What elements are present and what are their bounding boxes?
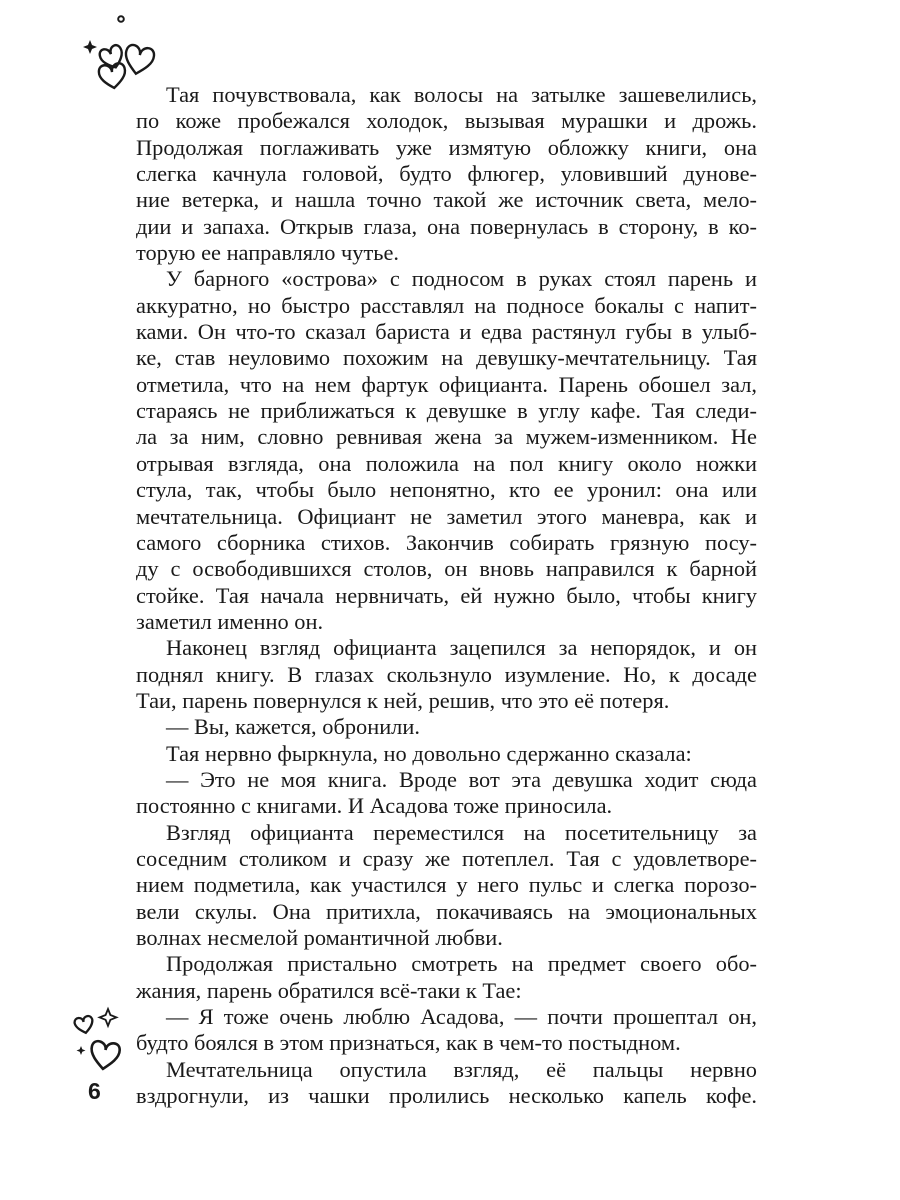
text-line: ду с освободившихся столов, он вновь направился к барной bbox=[136, 556, 757, 582]
text-line: слегка качнула головой, будто флюгер, уловивший дунове- bbox=[136, 161, 757, 187]
hearts-doodle-icon bbox=[80, 12, 164, 92]
text-line: стула, так, чтобы было непонятно, кто ее уронил: она или bbox=[136, 477, 757, 503]
text-line: отрывая взгляда, она положила на пол книгу около ножки bbox=[136, 450, 757, 476]
text-line: Таи, парень повернулся к ней, решив, что это её потеря. bbox=[136, 687, 670, 713]
text-line: нием подметила, как участился у него пульс и слегка порозо- bbox=[136, 872, 757, 898]
text-line: отметила, что на нем фартук официанта. Парень обошел зал, bbox=[136, 371, 757, 397]
text-line: по коже пробежался холодок, вызывая мурашки и дрожь. bbox=[136, 108, 757, 134]
text-line: ла за ним, словно ревнивая жена за мужем-изменником. Не bbox=[136, 424, 757, 450]
text-line: Взгляд официанта переместился на посетительницу за bbox=[166, 819, 757, 845]
text-line: дии и запаха. Открыв глаза, она повернулась в сторону, в ко- bbox=[136, 213, 757, 239]
text-line: мечтательница. Официант не заметил этого маневра, как и bbox=[136, 503, 757, 529]
text-line: волнах несмелой романтичной любви. bbox=[136, 925, 503, 950]
text-line: аккуратно, но быстро расставлял на подносе бокалы с напит- bbox=[136, 292, 757, 318]
text-line: самого сборника стихов. Закончив собирать грязную посу- bbox=[136, 529, 757, 555]
text-line: ками. Он что-то сказал бариста и едва растянул губы в улыб- bbox=[136, 319, 757, 345]
text-line: — Я тоже очень люблю Асадова, — почти прошептал он, bbox=[166, 1004, 757, 1030]
text-line: Наконец взгляд официанта зацепился за непорядок, и он bbox=[166, 635, 757, 661]
text-line: стараясь не приближаться к девушке в углу кафе. Тая следи- bbox=[136, 398, 757, 424]
text-line: стойке. Тая начала нервничать, ей нужно было, чтобы книгу bbox=[136, 582, 757, 608]
text-line: Продолжая пристально смотреть на предмет своего обо- bbox=[166, 951, 757, 977]
text-line: Продолжая поглаживать уже измятую обложку книги, она bbox=[136, 134, 757, 160]
text-line: поднял книгу. В глазах скользнуло изумление. Но, к досаде bbox=[136, 661, 757, 687]
text-line: вели скулы. Она притихла, покачиваясь на эмоциональных bbox=[136, 898, 757, 924]
text-line: ке, став неуловимо похожим на девушку-мечтательницу. Тая bbox=[136, 345, 757, 371]
text-line: Тая нервно фыркнула, но довольно сдержанно сказала: bbox=[166, 740, 692, 766]
text-line: постоянно с книгами. И Асадова тоже приносила. bbox=[136, 793, 613, 819]
text-line: — Это не моя книга. Вроде вот эта девушка ходит сюда bbox=[166, 766, 757, 792]
text-line: ние ветерка, и нашла точно такой же источник света, мело- bbox=[136, 187, 757, 213]
text-line: Мечтательница опустила взгляд, её пальцы нервно bbox=[166, 1056, 757, 1082]
text-line: Тая почувствовала, как волосы на затылке зашевелились, bbox=[166, 82, 757, 107]
text-line: соседним столиком и сразу же потеплел. Тая с удовлетворе- bbox=[136, 845, 757, 871]
text-line: торую ее направляло чутье. bbox=[136, 240, 400, 266]
text-line: вздрогнули, из чашки пролились несколько капель кофе. bbox=[136, 1083, 757, 1109]
text-line: У барного «острова» с подносом в руках стоял парень и bbox=[166, 266, 757, 292]
page-number: 6 bbox=[88, 1078, 101, 1104]
hearts-sparkle-icon bbox=[72, 1006, 126, 1072]
text-line: будто боялся в этом признаться, как в чем-то постыдном. bbox=[136, 1030, 681, 1056]
text-line: жания, парень обратился всё-таки к Тае: bbox=[136, 977, 522, 1003]
body-text bbox=[136, 82, 757, 1109]
text-line: заметил именно он. bbox=[136, 608, 324, 634]
text-line: — Вы, кажется, обронили. bbox=[166, 714, 420, 740]
